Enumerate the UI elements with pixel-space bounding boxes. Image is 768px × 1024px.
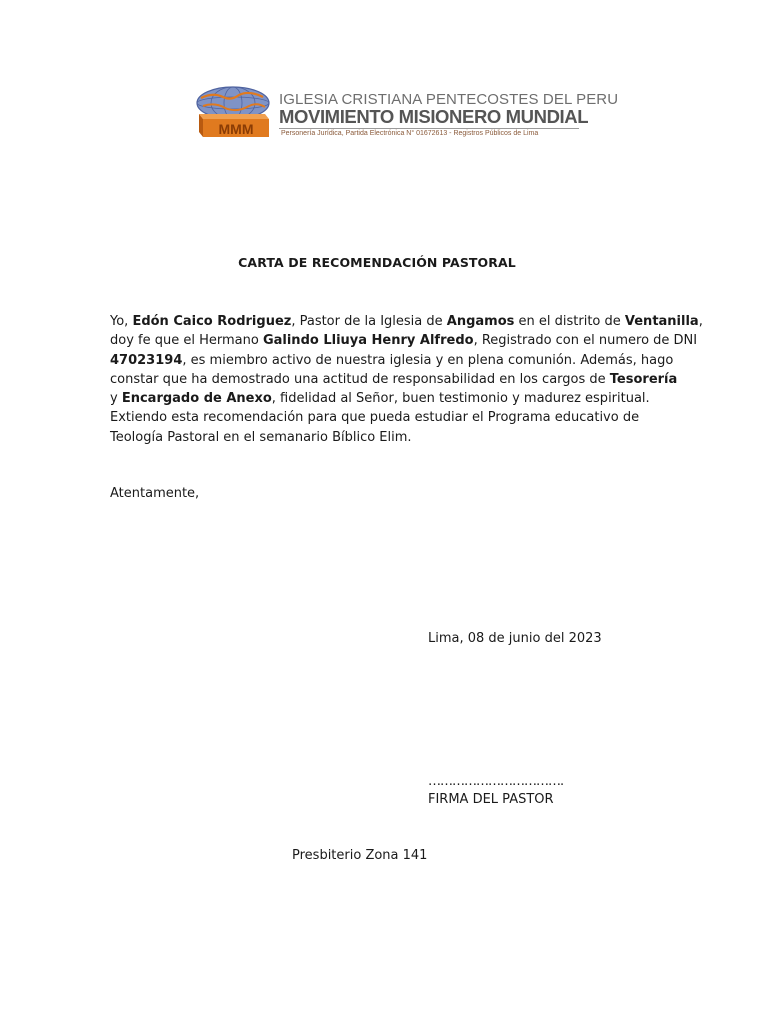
letterhead-church-name: IGLESIA CRISTIANA PENTECOSTES DEL PERU xyxy=(279,91,619,108)
letterhead-divider xyxy=(279,128,579,129)
signature-label: FIRMA DEL PASTOR xyxy=(428,792,554,807)
body-line-4: constar que ha demostrado una actitud de responsabilidad en los cargos de Tesorería xyxy=(110,371,678,387)
role-annex: Encargado de Anexo xyxy=(121,391,272,407)
svg-text:MMM: MMM xyxy=(218,121,254,137)
body-line-5: y Encargado de Anexo, fidelidad al Señor, buen testimonio y madurez espiritual. xyxy=(110,391,650,407)
body-line-1: Yo, Edón Caico Rodriguez, Pastor de la Iglesia de Angamos en el distrito de Ventanilla, xyxy=(110,314,703,329)
letterhead-movement-name: MOVIMIENTO MISIONERO MUNDIAL xyxy=(279,106,589,127)
pastor-name: Edón Caico Rodriguez xyxy=(132,314,292,329)
letter-title: CARTA DE RECOMENDACIÓN PASTORAL xyxy=(238,255,516,270)
letter-body xyxy=(110,312,703,447)
body-line-6: Extiendo esta recomendación para que pueda estudiar el Programa educativo de xyxy=(110,410,640,426)
letterhead xyxy=(193,84,619,142)
church-name: Angamos xyxy=(446,314,515,329)
letterhead-registration: Personería Jurídica, Partida Electrónica N° 01672613 - Registros Públicos de Lima xyxy=(281,130,539,137)
letter-date: Lima, 08 de junio del 2023 xyxy=(428,631,602,646)
district-name: Ventanilla xyxy=(624,314,699,329)
signature-line: ……………………………. xyxy=(428,774,564,789)
body-line-2: doy fe que el Hermano Galindo Lliuya Henry Alfredo, Registrado con el numero de DNI xyxy=(110,333,698,349)
member-name: Galindo Lliuya Henry Alfredo xyxy=(262,333,474,349)
closing-salutation: Atentamente, xyxy=(110,486,200,501)
dni-number: 47023194 xyxy=(110,352,183,368)
presbytery-zone: Presbiterio Zona 141 xyxy=(292,848,428,863)
body-line-3: 47023194, es miembro activo de nuestra iglesia y en plena comunión. Además, hago xyxy=(110,352,674,368)
church-logo-icon xyxy=(193,84,273,140)
role-treasury: Tesorería xyxy=(609,371,678,387)
body-line-7: Teología Pastoral en el semanario Bíblico Elim. xyxy=(110,429,412,445)
